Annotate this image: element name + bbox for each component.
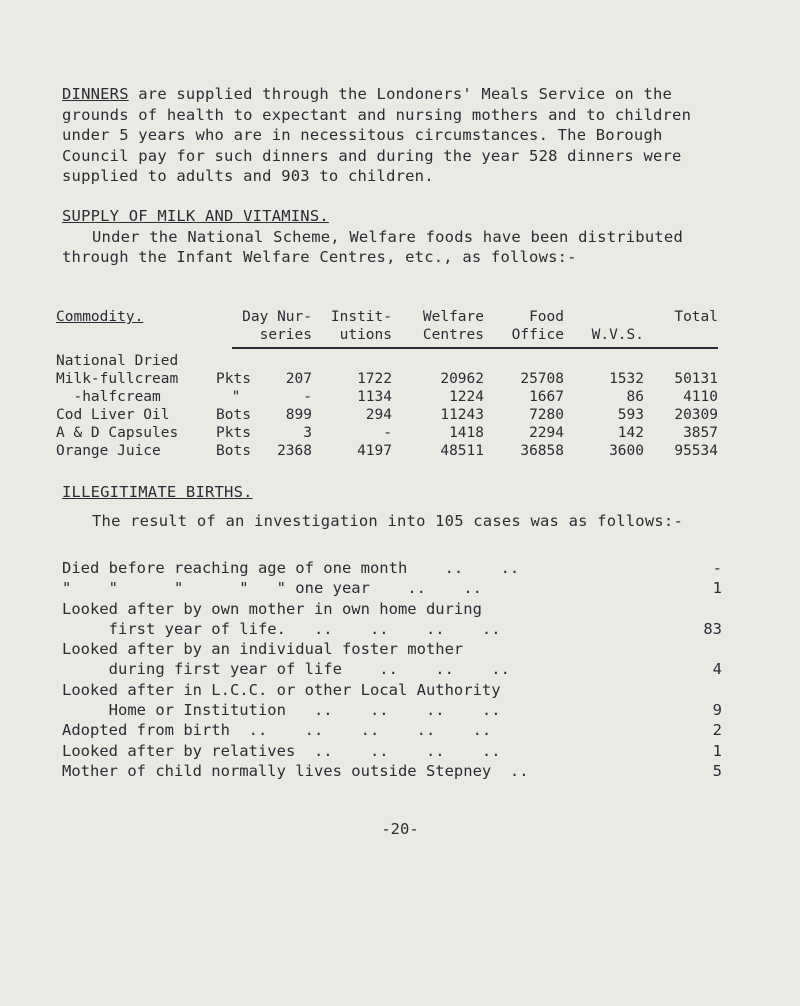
- dinners-heading: DINNERS: [62, 85, 129, 103]
- table-row: -halfcream " - 1134 1224 1667 86 4110: [56, 389, 718, 405]
- col-welfare-2: Centres: [422, 327, 484, 343]
- table-header-rule: [232, 347, 718, 349]
- supply-text: Under the National Scheme, Welfare foods have been distributed through the Infant Welfare Centres, etc., as follows:-: [62, 227, 683, 266]
- col-day-nurseries-2: series: [259, 327, 312, 343]
- col-commodity: Commodity.: [56, 309, 144, 325]
- supply-section: [62, 206, 722, 268]
- supply-heading: SUPPLY OF MILK AND VITAMINS.: [62, 207, 329, 225]
- list-item: Looked after in L.C.C. or other Local Authority: [62, 680, 501, 699]
- list-item: Adopted from birth .. .. .. .. .. 2: [62, 721, 722, 740]
- col-welfare-1: Welfare: [422, 309, 484, 325]
- list-item: during first year of life .. .. .. 4: [62, 660, 722, 679]
- table-row: Cod Liver Oil Bots 899 294 11243 7280 593 20309: [56, 407, 718, 423]
- dinners-paragraph: [62, 84, 722, 187]
- table-row: A & D Capsules Pkts 3 - 1418 2294 142 3857: [56, 425, 718, 441]
- col-day-nurseries-1: Day Nur-: [242, 309, 312, 325]
- col-wvs: W.V.S.: [591, 327, 644, 343]
- dinners-text: are supplied through the Londoners' Meals Service on the grounds of health to expectant and nursing mothers and to children under 5 years who are in necessitous circumstances. The Borough Council pay for such dinners and during the year 528 dinners were supplied to adults and 903 to children.: [62, 85, 692, 185]
- births-heading: ILLEGITIMATE BIRTHS.: [62, 483, 253, 501]
- supply-header-row: [56, 308, 718, 344]
- col-total: Total: [674, 309, 718, 325]
- list-item: Looked after by relatives .. .. .. .. 1: [62, 741, 722, 760]
- list-item: first year of life. .. .. .. .. 83: [62, 619, 722, 638]
- table-row: National Dried: [56, 353, 179, 369]
- page-number: -20-: [381, 820, 419, 838]
- births-text: The result of an investigation into 105 cases was as follows:-: [92, 511, 683, 530]
- col-institutions-1: Instit-: [330, 309, 392, 325]
- supply-table: [56, 308, 718, 460]
- births-section: [62, 482, 722, 531]
- list-item: Died before reaching age of one month .. .. -: [62, 559, 722, 577]
- list-item: " " " " " one year .. .. 1: [62, 579, 722, 598]
- list-item: Home or Institution .. .. .. .. 9: [62, 701, 722, 720]
- table-row: Milk-fullcream Pkts 207 1722 20962 25708 1532 50131: [56, 371, 718, 387]
- table-row: Orange Juice Bots 2368 4197 48511 36858 3600 95534: [56, 443, 718, 459]
- list-item: Mother of child normally lives outside Stepney .. 5: [62, 761, 722, 780]
- list-item: Looked after by own mother in own home during: [62, 599, 482, 618]
- col-institutions-2: utions: [339, 327, 392, 343]
- col-food-2: Office: [511, 327, 564, 343]
- list-item: Looked after by an individual foster mother: [62, 640, 464, 659]
- births-list: [62, 558, 722, 781]
- col-food-1: Food: [529, 309, 564, 325]
